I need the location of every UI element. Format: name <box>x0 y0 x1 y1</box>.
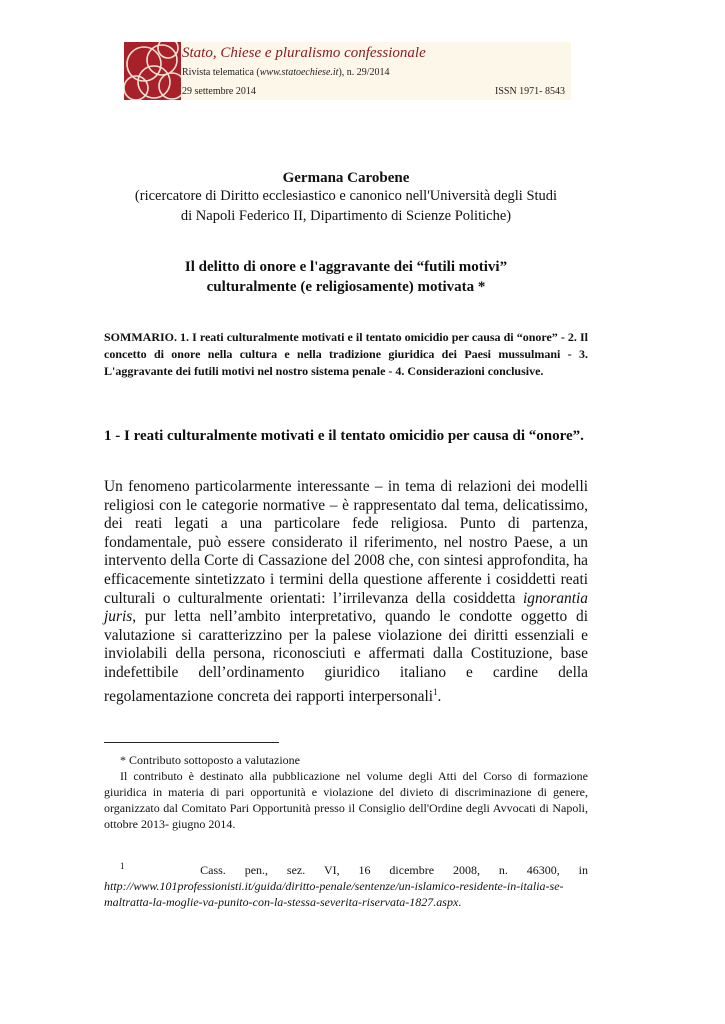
affiliation-line-2: di Napoli Federico II, Dipartimento di Scienze Politiche) <box>180 208 512 224</box>
section-heading: 1 - I reati culturalmente motivati e il tentato omicidio per causa di “onore”. <box>104 428 584 444</box>
footnote-divider <box>104 742 279 743</box>
title-line-2: culturalmente (e religiosamente) motivata * <box>206 279 486 295</box>
affiliation-line-1: (ricercatore di Diritto ecclesiastico e canonico nell'Università degli Studi <box>134 188 558 204</box>
footnote-star <box>104 752 588 832</box>
journal-title: Stato, Chiese e pluralismo confessionale <box>182 45 426 61</box>
footnote-ref[interactable]: 1 <box>433 686 438 697</box>
summary: SOMMARIO. 1. I reati culturalmente motivati e il tentato omicidio per causa di “onore” - 2. Il concetto di onore nella cultura e nella tradizione giuridica dei Paesi mussulmani - 3. L'aggravante dei futili motivi nel nostro sistema penale - 4. Considerazioni conclusive. <box>104 330 588 378</box>
footnote-1-link[interactable]: http://www.101professionisti.it/guida/diritto-penale/sentenze/un-islamico-residente-in-italia-se-maltratta-la-moglie-va-punito-con-la-stessa-severita-riservata-1827.aspx <box>104 879 564 909</box>
author-affiliation <box>104 186 588 226</box>
journal-subtitle: Rivista telematica (www.statoechiese.it), n. 29/2014 <box>182 67 390 78</box>
issue-date: 29 settembre 2014 <box>182 86 256 97</box>
journal-url[interactable]: www.statoechiese.it <box>259 67 339 78</box>
article-title <box>104 257 588 297</box>
body-paragraph: Un fenomeno particolarmente interessante – in tema di relazioni dei modelli religiosi con le categorie normative – è rappresentato dal tema, delicatissimo, dei reati legati a una particolare fede religiosa. Punto di partenza, fondamentale, può essere considerato il riferimento, nel nostro Paese, a un intervento della Corte di Cassazione del 2008 che, con sintesi approfondita, ha efficacemente sintetizzato i termini della questione afferente i cosiddetti reati culturali o culturalmente orientati: l’irrilevanza della cosiddetta ignorantia juris, pur letta nell’ambito interpretativo, quando le condotte oggetto di valutazione si caratterizzino per la palese violazione dei diritti essenziali e inviolabili della persona, riconosciuti e affermati dalla Costituzione, base indefettibile dell’ordinamento giuridico italiano e cardine della regolamentazione concreta dei rapporti interpersonali$^1$. <box>104 478 588 705</box>
footnote-star-text: Il contributo è destinato alla pubblicazione nel volume degli Atti del Corso di formazione giuridica in materia di pari opportunità e violazione del divieto di discriminazione di genere, organizzato dal Comitato Pari Opportunità presso il Consiglio dell'Ordine degli Avvocati di Napoli, ottobre 2013- giugno 2014. <box>104 769 588 831</box>
title-line-1: Il delitto di onore e l'aggravante dei “futili motivi” <box>184 259 508 275</box>
footnote-star-line: * Contributo sottoposto a valutazione <box>120 753 300 767</box>
footnote-1-mark: 1 <box>120 861 125 871</box>
journal-logo <box>124 42 181 100</box>
italic-term: ignorantia juris <box>104 589 588 626</box>
footnote-1: $^1$ Cass. pen., sez. VI, 16 dicembre 2008, n. 46300, in http://www.101professionisti.it/guida/diritto-penale/sentenze/un-islamico-residente-in-italia-se-maltratta-la-moglie-va-punito-con-la-stessa-severita-riservata-1827.aspx. <box>104 861 588 909</box>
journal-header <box>124 42 571 100</box>
issn: ISSN 1971- 8543 <box>494 86 565 97</box>
author-name: Germana Carobene <box>282 170 410 186</box>
